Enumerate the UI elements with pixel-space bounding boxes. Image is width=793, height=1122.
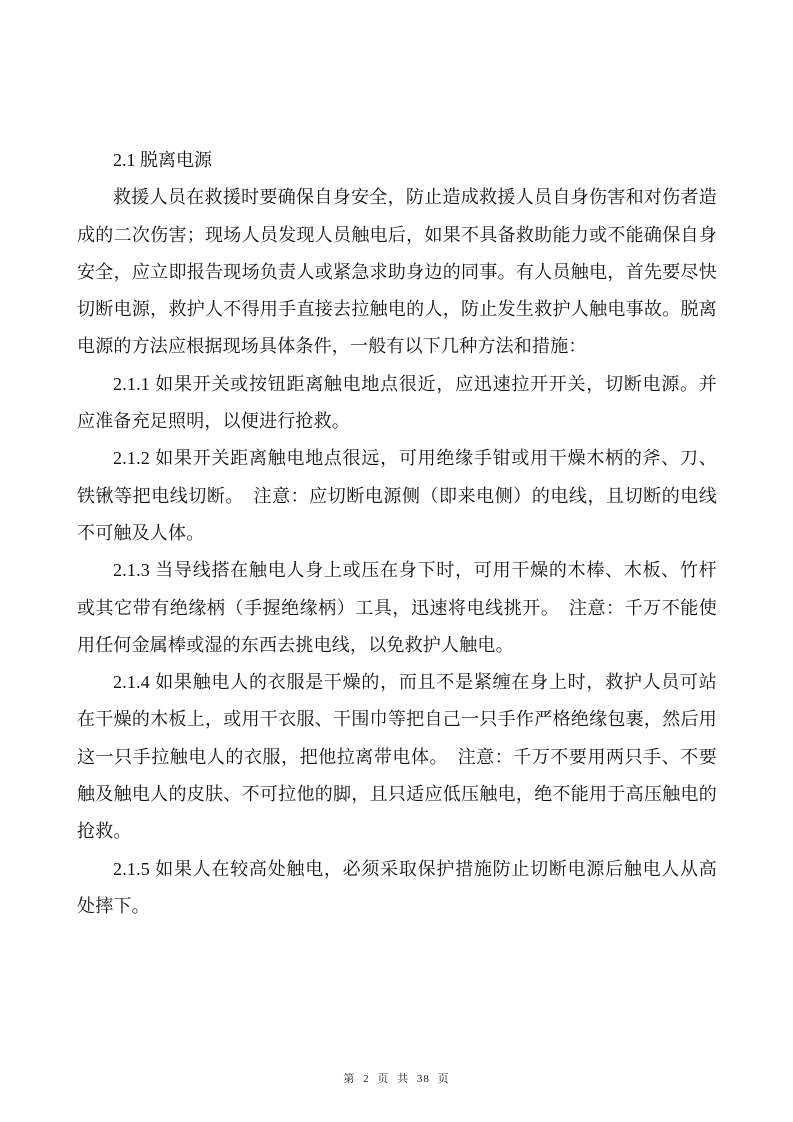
footer-prefix: 第 [343, 1073, 356, 1085]
document-body [77, 142, 717, 925]
current-page-number: 2 [363, 1073, 370, 1085]
paragraph-intro: 救援人员在救援时要确保自身安全，防止造成救援人员自身伤害和对伤者造成的二次伤害；现场人员发现人员触电后，如果不具备救助能力或不能确保自身安全，应立即报告现场负责人或紧急求助身边的同事。有人员触电，首先要尽快切断电源，救护人不得用手直接去拉触电的人，防止发生救护人触电事故。脱离电源的方法应根据现场具体条件，一般有以下几种方法和措施： [77, 187, 717, 357]
paragraph-2-1-3: 2.1.3 当导线搭在触电人身上或压在身下时，可用干燥的木棒、木板、竹杆或其它带有绝缘柄（手握绝缘柄）工具，迅速将电线挑开。 注意：千万不能使用任何金属棒或湿的东西去挑电线，以免救护人触电。 [77, 560, 717, 655]
paragraph-2-1-2: 2.1.2 如果开关距离触电地点很远，可用绝缘手钳或用干燥木柄的斧、刀、铁锹等把电线切断。 注意：应切断电源侧（即来电侧）的电线，且切断的电线不可触及人体。 [77, 448, 717, 543]
page-number-footer [0, 1070, 793, 1086]
section-heading: 2.1 脱离电源 [113, 150, 212, 170]
footer-total-word: 共 [397, 1073, 410, 1085]
paragraph-2-1-5: 2.1.5 如果人在较高处触电，必须采取保护措施防止切断电源后触电人从高处摔下。 [77, 858, 717, 916]
footer-suffix: 页 [437, 1073, 450, 1085]
total-pages-number: 38 [416, 1073, 430, 1085]
paragraph-2-1-4: 2.1.4 如果触电人的衣服是干燥的，而且不是紧缠在身上时，救护人员可站在干燥的木板上，或用干衣服、干围巾等把自己一只手作严格绝缘包裹，然后用这一只手拉触电人的衣服，把他拉离带电体。 注意：千万不要用两只手、不要触及触电人的皮肤、不可拉他的脚，且只适应低压触电，绝不能用于高压触电的抢救。 [77, 672, 717, 842]
paragraph-2-1-1: 2.1.1 如果开关或按钮距离触电地点很近，应迅速拉开开关，切断电源。并应准备充足照明，以便进行抢救。 [77, 373, 717, 432]
footer-page-word: 页 [377, 1073, 390, 1085]
